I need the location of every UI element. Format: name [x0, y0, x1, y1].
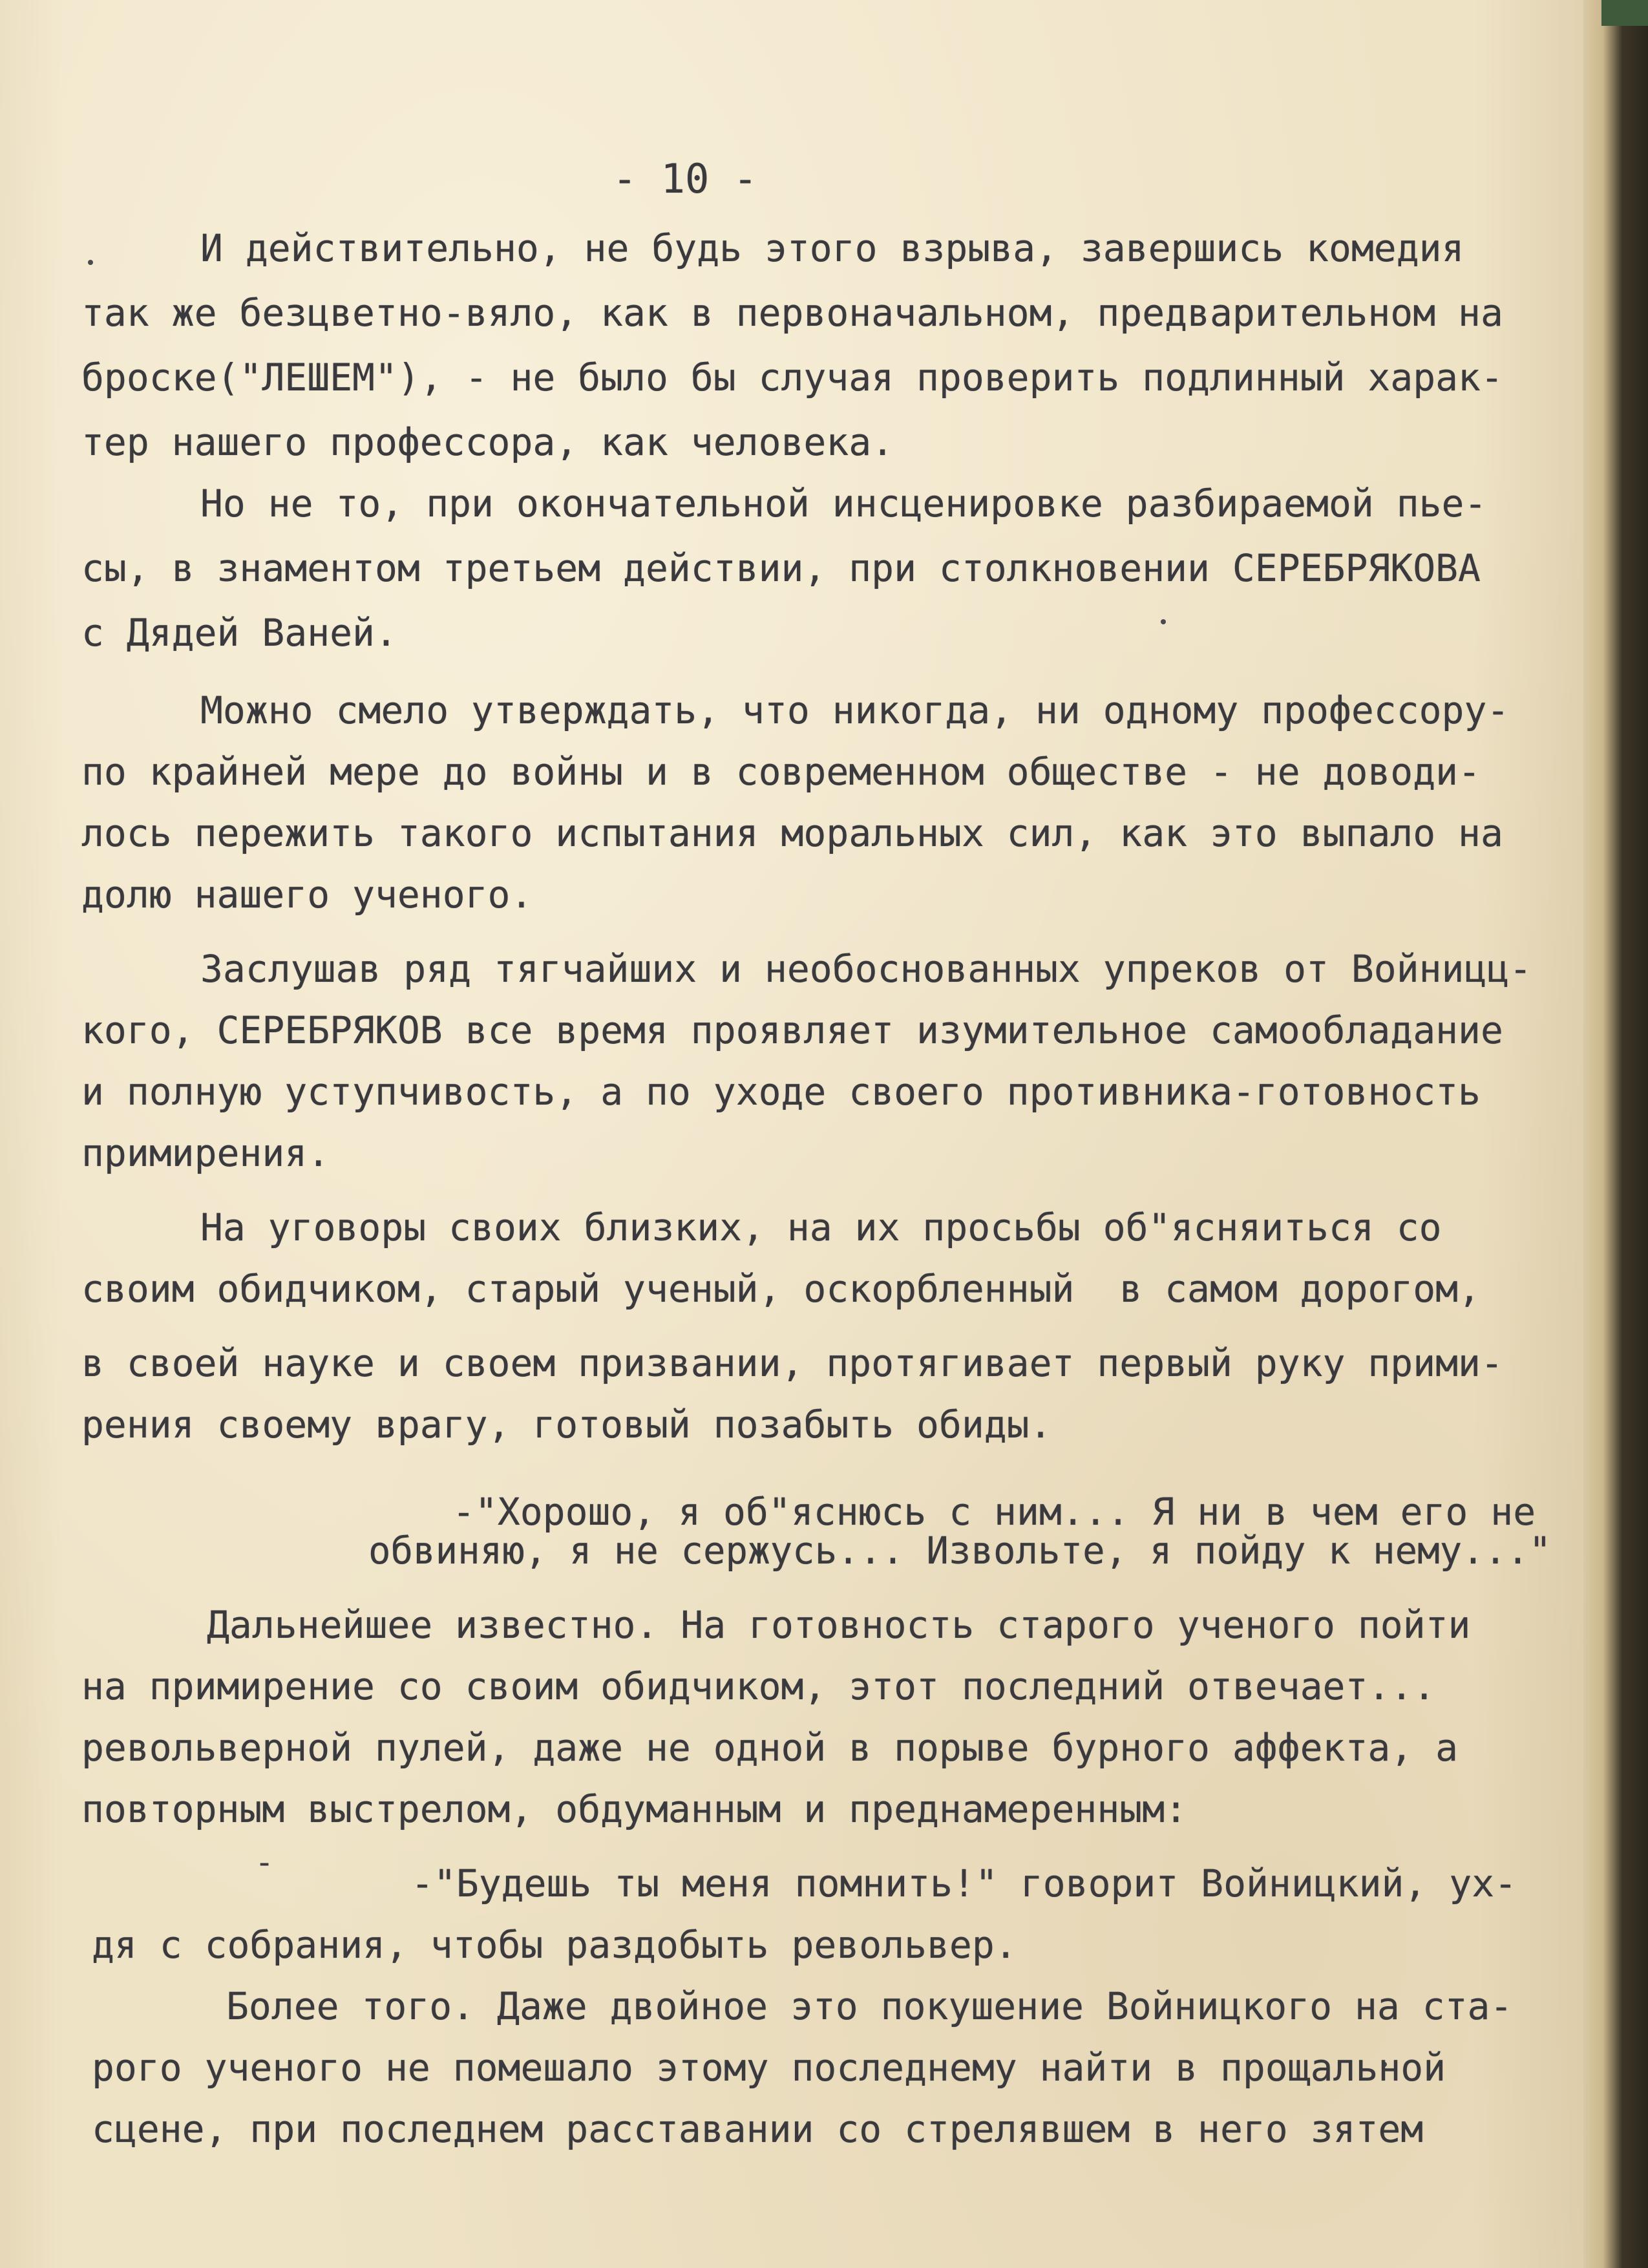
- text-line: в своей науке и своем призвании, протягивает первый руку прими-: [81, 1341, 1503, 1385]
- text-line: на примирение со своим обидчиком, этот последний отвечает...: [81, 1664, 1436, 1708]
- text-line: На уговоры своих близких, на их просьбы об"ясняиться со: [200, 1205, 1442, 1249]
- text-line: револьверной пулей, даже не одной в порыве бурного аффекта, а: [81, 1726, 1459, 1770]
- text-line: дя с собрания, чтобы раздобыть револьвер.: [92, 1923, 1017, 1967]
- text-line: Можно смело утверждать, что никогда, ни одному профессору-: [200, 688, 1510, 732]
- page-binding-edge: [1583, 0, 1648, 2268]
- text-line: сы, в знаментом третьем действии, при столкновении СЕРЕБРЯКОВА: [81, 546, 1481, 590]
- text-line: так же безцветно-вяло, как в первоначальном, предварительном на: [81, 291, 1503, 335]
- text-line: с Дядей Ваней.: [81, 611, 397, 655]
- ink-speck: [1161, 619, 1166, 624]
- text-line: сцене, при последнем расставании со стрелявшем в него зятем: [92, 2107, 1424, 2151]
- quote-line: обвиняю, я не сержусь... Извольте, я пойду к нему...": [368, 1529, 1552, 1573]
- page-number: - 10 -: [613, 155, 757, 202]
- text-line: повторным выстрелом, обдуманным и преднамеренным:: [81, 1787, 1188, 1831]
- text-line: И действительно, не будь этого взрыва, завершись комедия: [200, 226, 1464, 270]
- text-line: по крайней мере до войны и в современном обществе - не доводи-: [81, 750, 1481, 794]
- ink-speck: [88, 260, 93, 265]
- text-line: рения своему врагу, готовый позабыть обиды.: [81, 1403, 1052, 1447]
- quote-line: -"Будешь ты меня помнить!" говорит Войницкий, ух-: [411, 1861, 1517, 1905]
- text-line: Но не то, при окончательной инсценировке разбираемой пье-: [200, 482, 1487, 525]
- quote-line: -"Хорошо, я об"яснюсь с ним... Я ни в чем его не: [452, 1490, 1536, 1534]
- text-line: броске("ЛЕШЕМ"), - не было бы случая проверить подлинный харак-: [81, 355, 1503, 399]
- text-line: примирения.: [81, 1131, 330, 1175]
- text-line: лось пережить такого испытания моральных сил, как это выпало на: [81, 811, 1503, 855]
- text-line: кого, СЕРЕБРЯКОВ все время проявляет изумительное самообладание: [81, 1008, 1503, 1052]
- text-line: Дальнейшее известно. На готовность старого ученого пойти: [207, 1603, 1471, 1647]
- text-line: и полную уступчивость, а по уходе своего противника-готовность: [81, 1070, 1481, 1114]
- margin-dash: -: [255, 1843, 275, 1881]
- text-line: долю нашего ученого.: [81, 873, 533, 917]
- background-strip: [1601, 0, 1648, 26]
- text-line: тер нашего профессора, как человека.: [81, 420, 894, 464]
- text-line: Более того. Даже двойное это покушение Войницкого на ста-: [226, 1984, 1513, 2028]
- text-line: Заслушав ряд тягчайших и необоснованных упреков от Войницц-: [200, 947, 1532, 991]
- text-line: рого ученого не помешало этому последнему найти в прощальной: [92, 2046, 1446, 2090]
- text-line: своим обидчиком, старый ученый, оскорбленный в самом дорогом,: [81, 1267, 1481, 1311]
